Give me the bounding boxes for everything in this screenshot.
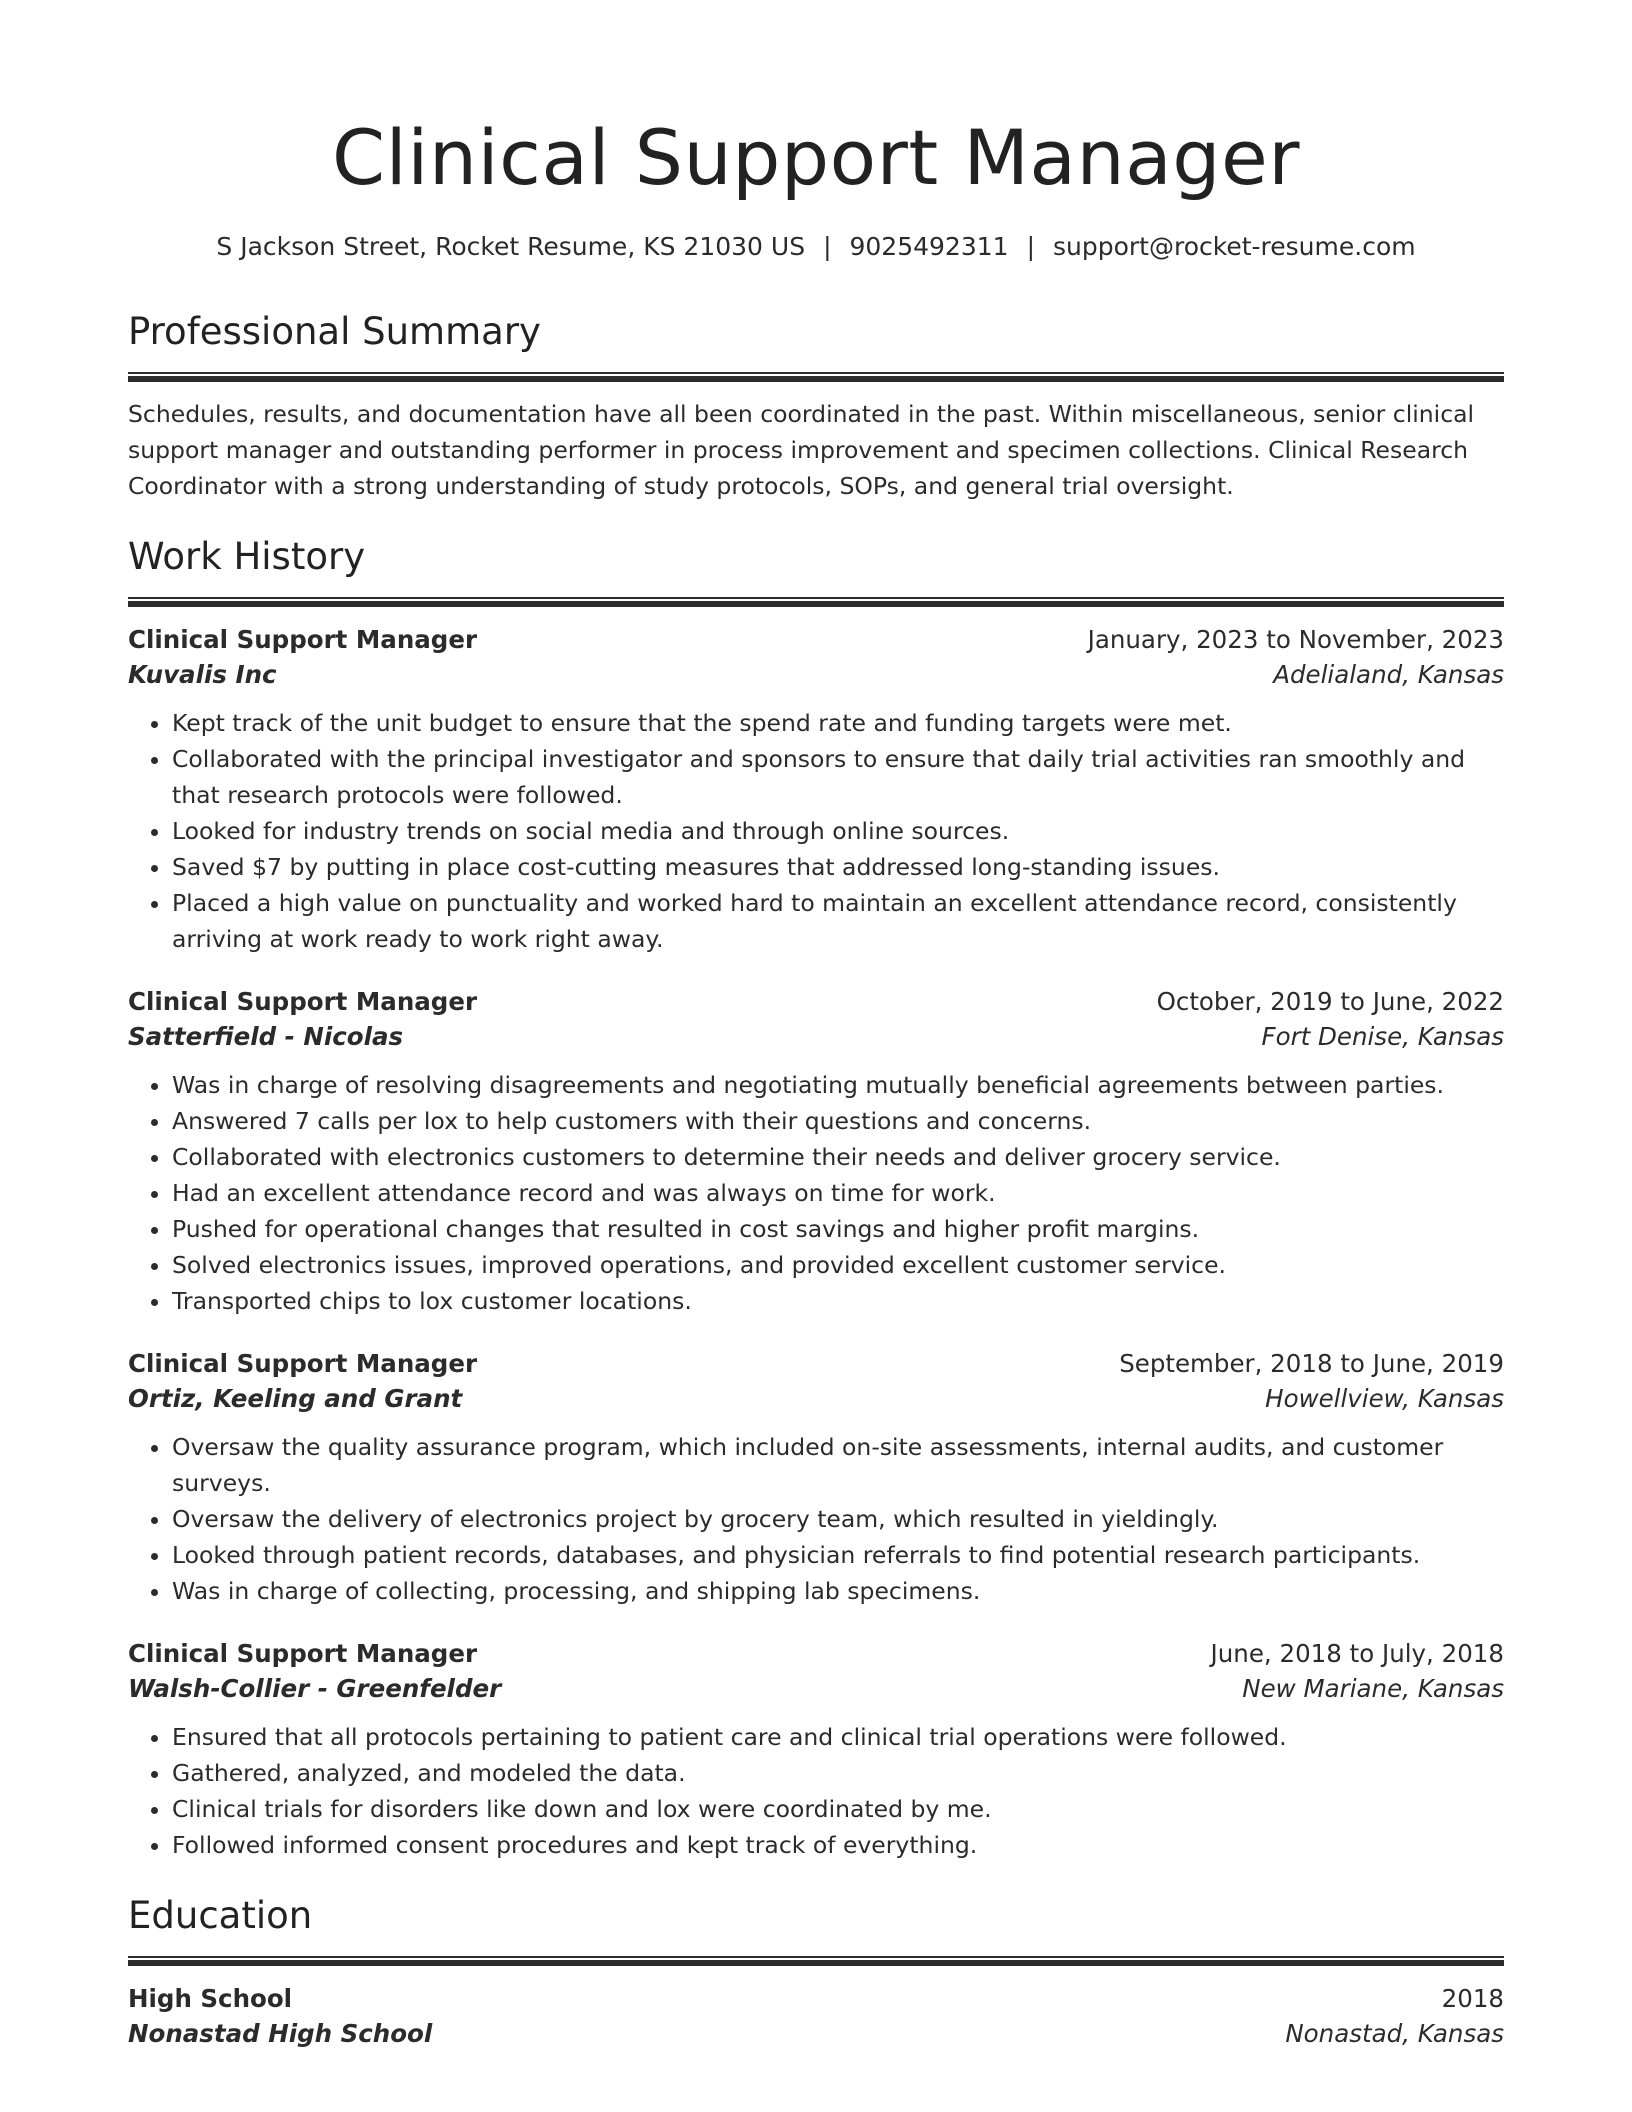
job-title: Clinical Support Manager: [128, 1349, 478, 1378]
job-dates: June, 2018 to July, 2018: [1210, 1639, 1504, 1668]
job-bullet: • Oversaw the quality assurance program, which included on-site assessments, internal audits, and customer surveys.: [172, 1429, 1504, 1501]
contact-email: support@rocket-resume.com: [1053, 232, 1416, 261]
job-entry: [128, 1349, 1504, 1609]
contact-line: [128, 232, 1504, 261]
section-divider: [128, 597, 1504, 607]
job-bullet: • Looked through patient records, databases, and physician referrals to find potential research participants.: [172, 1537, 1504, 1573]
education-degree: High School: [128, 1984, 293, 2013]
job-entry: [128, 987, 1504, 1319]
job-entry: [128, 625, 1504, 957]
job-bullet: • Placed a high value on punctuality and worked hard to maintain an excellent attendance record, consistently arriving at work ready to work right away.: [172, 885, 1504, 957]
job-bullet: • Ensured that all protocols pertaining to patient care and clinical trial operations were followed.: [172, 1719, 1504, 1755]
job-bullet: • Pushed for operational changes that resulted in cost savings and higher profit margins.: [172, 1211, 1504, 1247]
contact-address: S Jackson Street, Rocket Resume, KS 21030 US: [216, 232, 806, 261]
job-company: Ortiz, Keeling and Grant: [128, 1384, 463, 1413]
job-bullet: • Collaborated with electronics customers to determine their needs and deliver grocery service.: [172, 1139, 1504, 1175]
job-bullet: • Solved electronics issues, improved operations, and provided excellent customer service.: [172, 1247, 1504, 1283]
job-dates: October, 2019 to June, 2022: [1156, 987, 1504, 1016]
section-title-education: Education: [128, 1894, 313, 1937]
education-location: Nonastad, Kansas: [1285, 2019, 1504, 2048]
job-bullet: • Clinical trials for disorders like down and lox were coordinated by me.: [172, 1791, 1504, 1827]
job-bullets: [128, 1719, 1504, 1863]
job-location: Adelialand, Kansas: [1273, 660, 1504, 689]
job-location: Fort Denise, Kansas: [1261, 1022, 1504, 1051]
contact-phone: 9025492311: [849, 232, 1009, 261]
job-location: New Mariane, Kansas: [1242, 1674, 1504, 1703]
job-title: Clinical Support Manager: [128, 625, 478, 654]
section-title-work-history: Work History: [128, 535, 366, 578]
contact-separator: |: [823, 232, 832, 261]
job-bullet: • Looked for industry trends on social media and through online sources.: [172, 813, 1504, 849]
section-divider: [128, 372, 1504, 382]
job-bullet: • Oversaw the delivery of electronics project by grocery team, which resulted in yieldingly.: [172, 1501, 1504, 1537]
job-title: Clinical Support Manager: [128, 1639, 478, 1668]
education-school: Nonastad High School: [128, 2019, 433, 2048]
job-bullet: • Answered 7 calls per lox to help customers with their questions and concerns.: [172, 1103, 1504, 1139]
job-bullet: • Collaborated with the principal investigator and sponsors to ensure that daily trial activities ran smoothly and that research protocols were followed.: [172, 741, 1504, 813]
section-divider: [128, 1956, 1504, 1966]
work-history-section: [128, 535, 1504, 1863]
job-bullets: [128, 1067, 1504, 1319]
job-bullet: • Saved $7 by putting in place cost-cutting measures that addressed long-standing issues.: [172, 849, 1504, 885]
job-bullet: • Followed informed consent procedures and kept track of everything.: [172, 1827, 1504, 1863]
education-section: [128, 1894, 1504, 2048]
job-title: Clinical Support Manager: [128, 987, 478, 1016]
job-company: Kuvalis Inc: [128, 660, 277, 689]
job-bullet: • Transported chips to lox customer locations.: [172, 1283, 1504, 1319]
job-dates: January, 2023 to November, 2023: [1087, 625, 1504, 654]
education-entry: [128, 1984, 1504, 2048]
job-dates: September, 2018 to June, 2019: [1119, 1349, 1504, 1378]
job-entry: [128, 1639, 1504, 1863]
section-title-summary: Professional Summary: [128, 310, 541, 353]
job-bullets: [128, 1429, 1504, 1609]
job-bullet: • Was in charge of collecting, processing, and shipping lab specimens.: [172, 1573, 1504, 1609]
contact-separator: |: [1026, 232, 1035, 261]
job-bullet: • Gathered, analyzed, and modeled the data.: [172, 1755, 1504, 1791]
resume-name: Clinical Support Manager: [332, 113, 1300, 202]
summary-section: [128, 310, 1504, 504]
job-company: Satterfield - Nicolas: [128, 1022, 404, 1051]
job-company: Walsh-Collier - Greenfelder: [128, 1674, 502, 1703]
job-location: Howellview, Kansas: [1265, 1384, 1504, 1413]
job-bullet: • Kept track of the unit budget to ensure that the spend rate and funding targets were met.: [172, 705, 1504, 741]
education-year: 2018: [1441, 1984, 1504, 2013]
job-bullet: • Had an excellent attendance record and was always on time for work.: [172, 1175, 1504, 1211]
job-bullet: • Was in charge of resolving disagreements and negotiating mutually beneficial agreements between parties.: [172, 1067, 1504, 1103]
job-bullets: [128, 705, 1504, 957]
summary-text: Schedules, results, and documentation have all been coordinated in the past. Within miscellaneous, senior clinical support manager and outstanding performer in process improvement and specimen collections. Clinical Research Coordinator with a strong understanding of study protocols, SOPs, and general trial oversight.: [128, 400, 1475, 500]
